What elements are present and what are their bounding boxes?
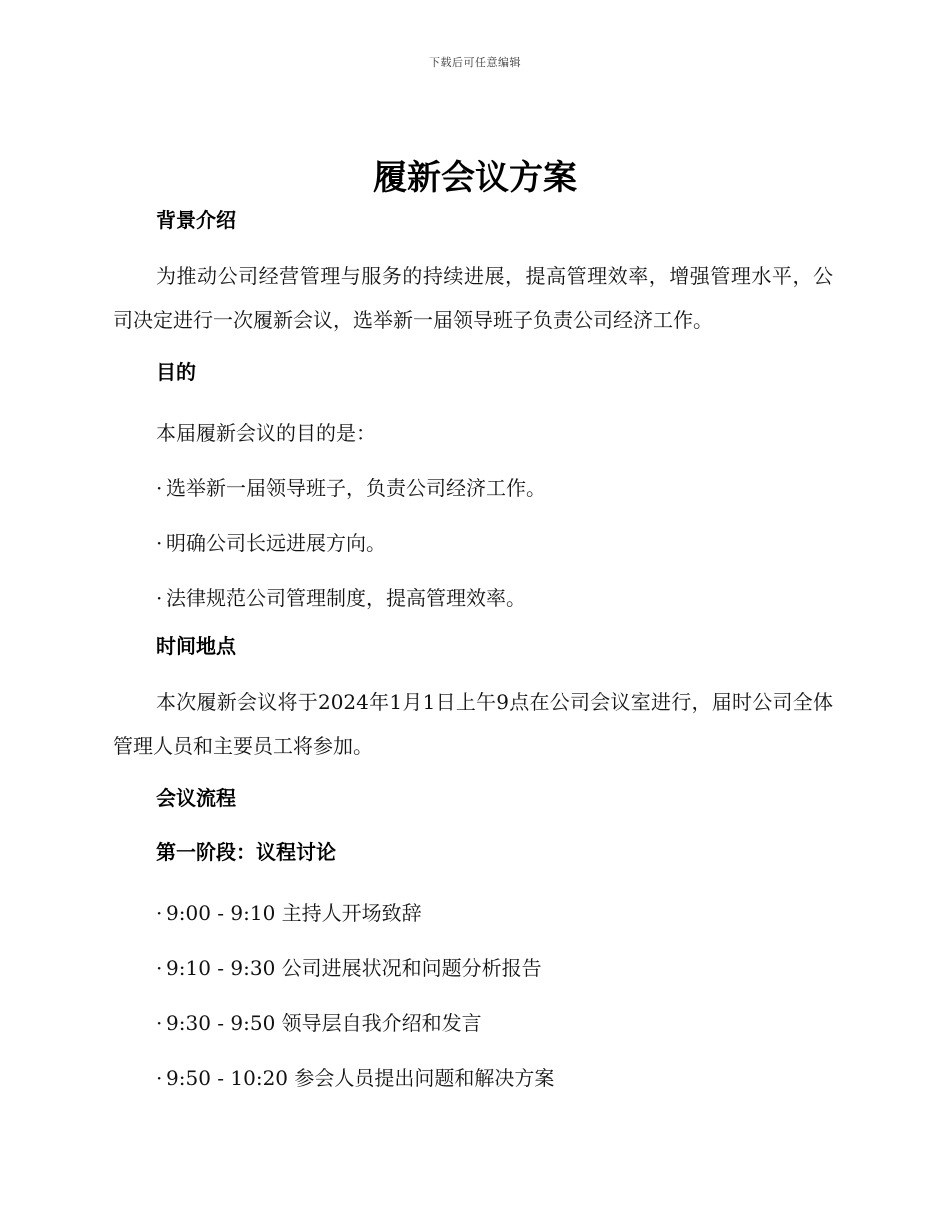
section-heading-purpose: 目的 xyxy=(156,360,196,384)
bullet-icon: · xyxy=(156,956,163,980)
list-item-text: 9:30 - 9:50 领导层自我介绍和发言 xyxy=(166,1011,482,1035)
list-item xyxy=(113,996,833,1051)
bullet-icon: · xyxy=(156,1066,163,1090)
time-place-paragraph: 本次履新会议将于2024年1月1日上午9点在公司会议室进行，届时公司全体管理人员和主要员工将参加。 xyxy=(113,690,833,758)
bullet-icon: · xyxy=(156,1011,163,1035)
list-item-text: 法律规范公司管理制度，提高管理效率。 xyxy=(166,586,526,610)
list-item-text: 选举新一届领导班子，负责公司经济工作。 xyxy=(166,476,546,500)
bullet-icon: · xyxy=(156,531,163,555)
list-item-text: 9:00 - 9:10 主持人开场致辞 xyxy=(166,901,422,925)
list-item xyxy=(113,461,833,516)
list-item xyxy=(113,1051,833,1106)
bullet-icon: · xyxy=(156,586,163,610)
list-item-text: 明确公司长远进展方向。 xyxy=(166,531,386,555)
list-item-text: 9:10 - 9:30 公司进展状况和问题分析报告 xyxy=(166,956,542,980)
background-paragraph: 为推动公司经营管理与服务的持续进展，提高管理效率，增强管理水平，公司决定进行一次履新会议，选举新一届领导班子负责公司经济工作。 xyxy=(113,264,833,332)
stage-heading: 第一阶段：议程讨论 xyxy=(156,840,336,864)
list-item-text: 9:50 - 10:20 参会人员提出问题和解决方案 xyxy=(166,1066,555,1090)
bullet-icon: · xyxy=(156,476,163,500)
bullet-icon: · xyxy=(156,901,163,925)
document-title: 履新会议方案 xyxy=(373,158,577,198)
header-note: 下载后可任意编辑 xyxy=(429,56,521,69)
document-body xyxy=(113,200,833,1106)
list-item xyxy=(113,571,833,626)
purpose-intro: 本届履新会议的目的是： xyxy=(156,421,376,445)
section-heading-time-place: 时间地点 xyxy=(156,634,236,658)
section-heading-agenda: 会议流程 xyxy=(156,786,236,810)
list-item xyxy=(113,516,833,571)
list-item xyxy=(113,886,833,941)
section-heading-background: 背景介绍 xyxy=(156,208,236,232)
list-item xyxy=(113,941,833,996)
